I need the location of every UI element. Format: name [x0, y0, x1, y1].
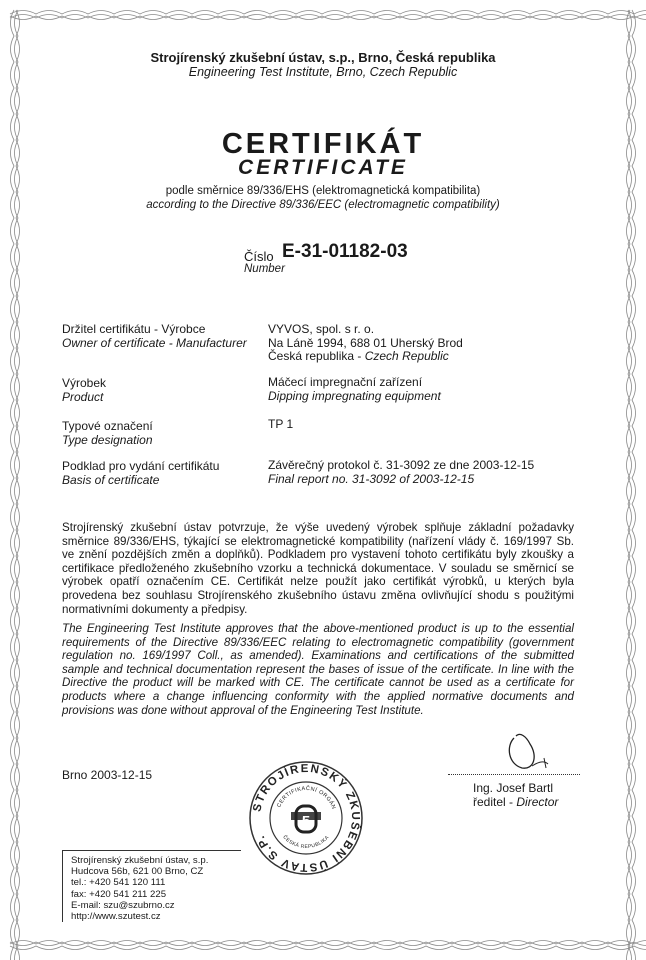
- owner-label: [62, 323, 247, 350]
- owner-label-cz: Držitel certifikátu - Výrobce: [62, 322, 206, 336]
- place-date: Brno 2003-12-15: [62, 768, 153, 782]
- product-label-en: Product: [62, 389, 104, 404]
- type-label: [62, 420, 153, 447]
- certificate-number: E-31-01182-03: [282, 241, 408, 262]
- owner-value: [268, 323, 463, 364]
- basis-value: [268, 459, 534, 486]
- basis-label: [62, 460, 219, 487]
- number-label-en: Number: [244, 263, 285, 275]
- owner-company: VYVOS, spol. s r. o.: [268, 322, 375, 336]
- address-line: Hudcova 56b, 621 00 Brno, CZ: [71, 866, 204, 878]
- svg-text:ČESKÁ REPUBLIKA: ČESKÁ REPUBLIKA: [281, 834, 331, 851]
- institute-name-cz: Strojírenský zkušební ústav, s.p., Brno, Česká republika: [150, 50, 496, 65]
- type-label-cz: Typové označení: [62, 419, 153, 433]
- basis-label-cz: Podklad pro vydání certifikátu: [62, 459, 220, 473]
- owner-street: Na Láně 1994, 688 01 Uherský Brod: [268, 335, 463, 350]
- title-en: CERTIFICATE: [238, 156, 408, 179]
- official-stamp: [248, 760, 364, 876]
- svg-text:CERTIFIKAČNÍ ORGÁN: CERTIFIKAČNÍ ORGÁN: [276, 785, 337, 811]
- basis-cz: Závěrečný protokol č. 31-3092 ze dne 2003-12-15: [268, 458, 535, 472]
- directive-cz: podle směrnice 89/336/EHS (elektromagnetická kompatibilita): [165, 185, 481, 197]
- signatory-role: [473, 795, 558, 809]
- signatory: [473, 781, 558, 809]
- product-cz: Máčecí impregnační zařízení: [268, 375, 423, 389]
- owner-country-cz: Česká republika -: [268, 349, 365, 363]
- signatory-role-cz: ředitel -: [473, 795, 517, 809]
- signatory-role-en: Director: [516, 795, 559, 809]
- product-en: Dipping impregnating equipment: [268, 388, 441, 403]
- product-value: [268, 376, 441, 403]
- address-line: E-mail: szu@szubrno.cz: [71, 899, 175, 911]
- address-line: http://www.szutest.cz: [71, 911, 161, 923]
- owner-country: [268, 350, 463, 364]
- type-value: TP 1: [268, 417, 294, 431]
- basis-en: Final report no. 31-3092 of 2003-12-15: [268, 471, 475, 486]
- owner-label-en: Owner of certificate - Manufacturer: [62, 335, 247, 350]
- statement-cz: Strojírenský zkušební ústav potvrzuje, že výše uvedený výrobek splňuje základní požadavky směrnice 89/336/EHS, týkající se elektromagnetické kompatibility (nařízení vlády č. 169/1997 Sb. ve znění pozdějších změn a doplňků). Podkladem pro vystavení tohoto certifikátu byly zkoušky a certifikace předloženého zkušebního vzorku a technická dokumentace. V souladu se směrnicí se výrobek opatří označením CE. Certifikát nelze použít jako certifikát výrobků, u kterých byla provedena bez souhlasu Strojírenského zkušebního ústavu změna ovlivňující shodu s použitými normativními dokumenty a předpisy.: [62, 521, 574, 616]
- statement-en: The Engineering Test Institute approves that the above-mentioned product is up to the essential requirements of the Directive 89/336/EEC relating to electromagnetic compatibility (government regulation no. 169/1997 Coll., as amended). Examinations and certifications of the submitted sample and technical documentation represent the bases of issue of the certificate. In line with the Directive the product will be marked with CE. The certificate cannot be used as a certificate for products where a change influencing conformity with the applied normative documents and provisions was done without approval of the Engineering Test Institute.: [62, 622, 574, 717]
- address-line: fax: +420 541 211 225: [71, 888, 167, 900]
- product-label: [62, 377, 106, 404]
- institute-name-en: Engineering Test Institute, Brno, Czech Republic: [188, 65, 458, 79]
- svg-text:5: 5: [301, 813, 311, 830]
- number-label-cz: Číslo: [244, 249, 274, 264]
- type-label-en: Type designation: [62, 432, 153, 447]
- address-line: Strojírenský zkušební ústav, s.p.: [71, 855, 209, 866]
- product-label-cz: Výrobek: [62, 376, 107, 390]
- basis-label-en: Basis of certificate: [62, 472, 160, 487]
- address-line: tel.: +420 541 120 111: [71, 877, 166, 889]
- owner-country-en: Czech Republic: [364, 349, 449, 363]
- signatory-name: Ing. Josef Bartl: [473, 781, 554, 795]
- title-cz: CERTIFIKÁT: [221, 128, 425, 160]
- signature-line: [448, 768, 580, 775]
- address-block: [62, 850, 241, 922]
- directive-en: according to the Directive 89/336/EEC (electromagnetic compatibility): [146, 199, 500, 211]
- svg-text:STROJÍRENSKÝ ZKUŠEBNÍ ÚSTAV S.: STROJÍRENSKÝ ZKUŠEBNÍ ÚSTAV S.P.: [251, 762, 362, 874]
